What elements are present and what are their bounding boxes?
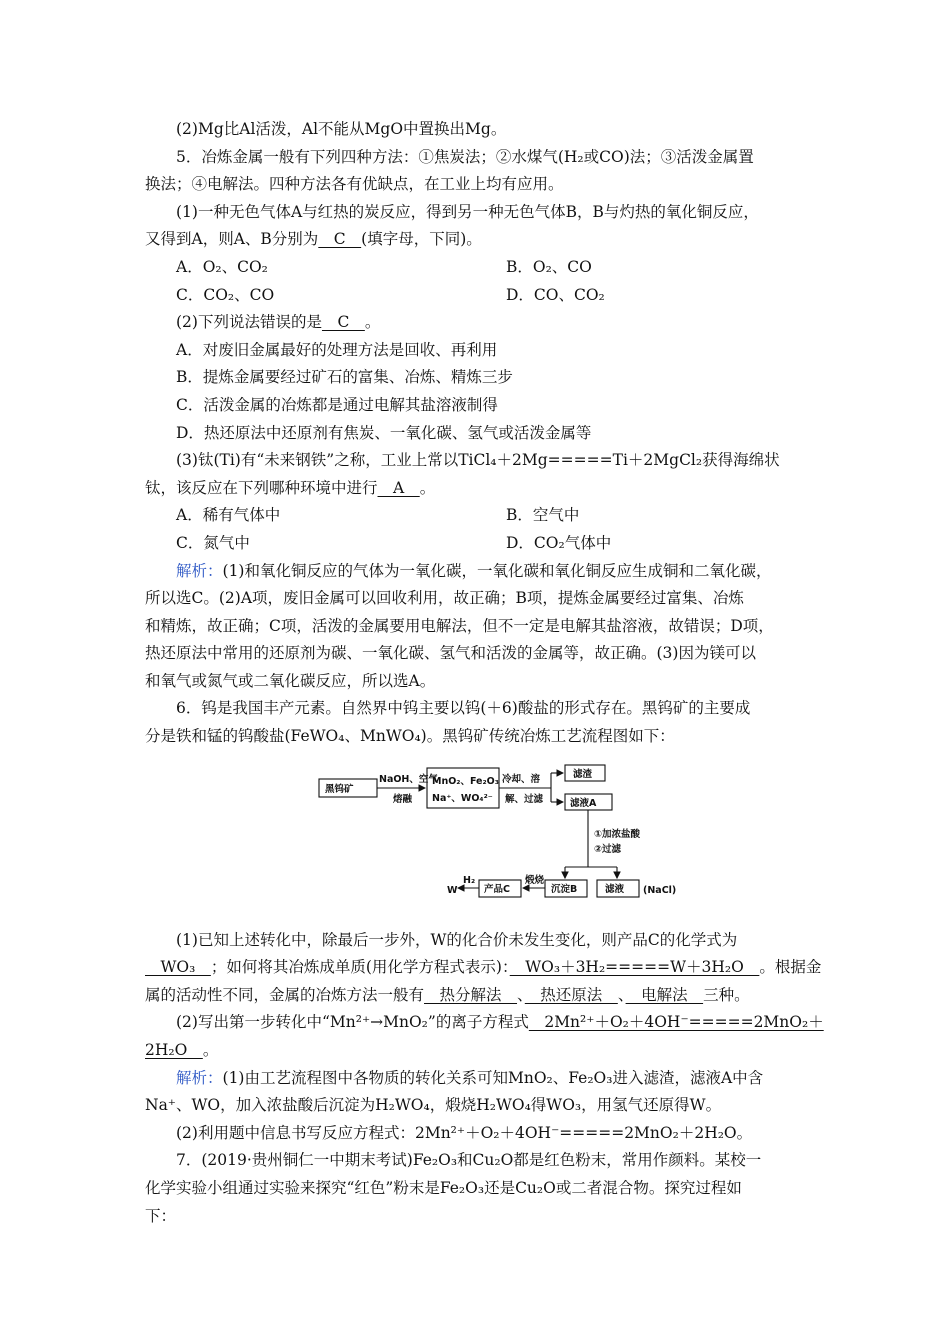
text-line: 下：: [145, 1206, 177, 1225]
question-6-1: (1)已知上述转化中，除最后一步外，W的化合价未发生变化，则产品C的化学式为: [176, 930, 738, 949]
answer-blank: C: [321, 313, 365, 332]
text-line: 化学实验小组通过实验来探究“红色”粉末是Fe₂O₃还是Cu₂O或二者混合物。探究过程如: [145, 1179, 742, 1197]
option-a: A．对废旧金属最好的处理方法是回收、再利用: [176, 340, 498, 359]
text: 。根据金: [759, 958, 822, 977]
option-c: C．活泼金属的冶炼都是通过电解其盐溶液制得: [176, 395, 498, 414]
label-ore: 黑钨矿: [325, 783, 354, 795]
document-page: [145, 116, 825, 1230]
label-filtrate-a: 滤液A: [570, 797, 597, 809]
text: 。: [419, 478, 436, 497]
text: 。: [364, 313, 381, 332]
option-a: A．O₂、CO₂: [176, 257, 268, 276]
text: (2)下列说法错误的是: [176, 313, 322, 332]
text: 属的活动性不同，金属的冶炼方法一般有: [145, 985, 425, 1004]
option-b: B．提炼金属要经过矿石的富集、冶炼、精炼三步: [176, 368, 513, 387]
label-step2-bottom: 解、过滤: [505, 793, 544, 805]
option-d: D．热还原法中还原剂有焦炭、一氧化碳、氢气或活泼金属等: [176, 423, 592, 442]
option-c: C．CO₂、CO: [176, 285, 275, 304]
text-line: [145, 982, 825, 1010]
question-5-1: (1)一种无色气体A与红热的炭反应，得到另一种无色气体B，B与灼热的氧化铜反应，: [176, 202, 759, 221]
text-line: Na⁺、WO，加入浓盐酸后沉淀为H₂WO₄，煅烧H₂WO₄得WO₃，用氢气还原得W。: [145, 1096, 722, 1115]
options-row: [145, 530, 825, 558]
label-step2-top: 冷却、溶: [502, 773, 541, 785]
label-mix-2: Na⁺、WO₄²⁻: [432, 792, 493, 804]
text-line: 和氧气或氮气或二氧化碳反应，所以选A。: [145, 671, 436, 690]
label-step1-bottom: 熔融: [393, 793, 413, 805]
text: (填字母，下同)。: [361, 230, 482, 249]
answer-blank: C: [318, 230, 362, 249]
text: (2)写出第一步转化中“Mn²⁺→MnO₂”的离子方程式: [176, 1013, 529, 1032]
text: (1)由工艺流程图中各物质的转化关系可知MnO₂、Fe₂O₃进入滤渣，滤液A中含: [222, 1068, 764, 1087]
options-row: [145, 282, 825, 310]
answer-blank: 2H₂O: [145, 1041, 203, 1060]
options-row: [145, 502, 825, 530]
text: 钛，该反应在下列哪种环境中进行: [145, 478, 378, 497]
answer-blank: 电解法: [625, 985, 704, 1004]
option-d: D．CO、CO₂: [506, 285, 605, 304]
text: 。: [202, 1041, 219, 1060]
answer-blank: WO₃＋3H₂=====W＋3H₂O: [509, 958, 760, 977]
label-product-c: 产品C: [484, 883, 510, 895]
question-6-stem: 6．钨是我国丰产元素。自然界中钨主要以钨(＋6)酸盐的形式存在。黑钨矿的主要成: [176, 699, 751, 718]
question-5-3: (3)钛(Ti)有“未来钢铁”之称，工业上常以TiCl₄＋2Mg=====Ti＋2MgCl₂获得海绵状: [176, 451, 780, 470]
analysis-label: 解析：: [176, 561, 223, 580]
answer-blank: 热还原法: [524, 985, 618, 1004]
option-d: D．CO₂气体中: [506, 533, 612, 552]
answer-blank: A: [377, 478, 420, 497]
text: 又得到A，则A、B分别为: [145, 230, 319, 249]
analysis-5: [145, 558, 825, 586]
options-row: [145, 254, 825, 282]
question-6-2: [145, 1009, 825, 1037]
text-line: [145, 1037, 825, 1065]
text-line: [145, 475, 825, 503]
process-flow-diagram: [145, 757, 825, 925]
text-line: 热还原法中常用的还原剂为碳、一氧化碳、氢气和活泼的金属等，故正确。(3)因为镁可以: [145, 644, 756, 663]
text: 、: [617, 985, 626, 1004]
text-line: 换法；④电解法。四种方法各有优缺点，在工业上均有应用。: [145, 175, 564, 194]
text-line: (2)Mg比Al活泼，Al不能从MgO中置换出Mg。: [176, 120, 507, 138]
label-step3-2: ②过滤: [594, 843, 622, 855]
label-precipitate-b: 沉淀B: [551, 883, 578, 895]
label-residue: 滤渣: [573, 768, 593, 780]
label-nacl: (NaCl): [643, 884, 677, 896]
option-c: C．氮气中: [176, 533, 250, 552]
text: 、: [517, 985, 525, 1004]
text-line: (2)利用题中信息书写反应方程式：2Mn²⁺＋O₂＋4OH⁻=====2MnO₂＋2H₂O。: [176, 1123, 753, 1142]
text-line: 和精炼，故正确；C项，活泼的金属要用电解法，但不一定是电解其盐溶液，故错误；D项，: [145, 616, 774, 635]
label-h2: H₂: [463, 874, 476, 886]
text-line: [145, 954, 825, 982]
text-line: 分是铁和锰的钨酸盐(FeWO₄、MnWO₄)。黑钨矿传统冶炼工艺流程图如下：: [145, 727, 675, 746]
label-filtrate: 滤液: [605, 883, 625, 895]
option-b: B．空气中: [506, 506, 580, 525]
question-5-2: [145, 309, 825, 337]
label-calcine: 煅烧: [525, 874, 545, 886]
text: (1)和氧化铜反应的气体为一氧化碳，一氧化碳和氧化铜反应生成铜和二氧化碳，: [222, 561, 772, 580]
option-a: A．稀有气体中: [176, 506, 281, 525]
question-7-stem: 7．(2019·贵州铜仁一中期末考试)Fe₂O₃和Cu₂O都是红色粉末，常用作颜料。某校一: [176, 1151, 762, 1170]
text-line: 所以选C。(2)A项，废旧金属可以回收利用，故正确；B项，提炼金属要经过富集、冶炼: [145, 589, 744, 608]
text-line: [145, 226, 825, 254]
answer-blank: 2Mn²⁺＋O₂＋4OH⁻=====2MnO₂＋: [528, 1013, 824, 1032]
analysis-6: [145, 1065, 825, 1093]
label-step1-top: NaOH、空气: [379, 773, 438, 785]
question-5-stem: 5．冶炼金属一般有下列四种方法：①焦炭法；②水煤气(H₂或CO)法；③活泼金属置: [176, 147, 754, 166]
label-w: W: [447, 884, 458, 896]
answer-blank: 热分解法: [424, 985, 518, 1004]
label-step3-1: ①加浓盐酸: [594, 828, 641, 840]
flow-svg: [145, 757, 825, 925]
answer-blank: WO₃: [145, 958, 211, 977]
text: ；如何将其冶炼成单质(用化学方程式表示)：: [210, 958, 510, 977]
analysis-label: 解析：: [176, 1068, 223, 1087]
text: 三种。: [703, 985, 750, 1004]
label-mix-1: MnO₂、Fe₂O₃: [432, 775, 499, 787]
option-b: B．O₂、CO: [506, 257, 592, 276]
